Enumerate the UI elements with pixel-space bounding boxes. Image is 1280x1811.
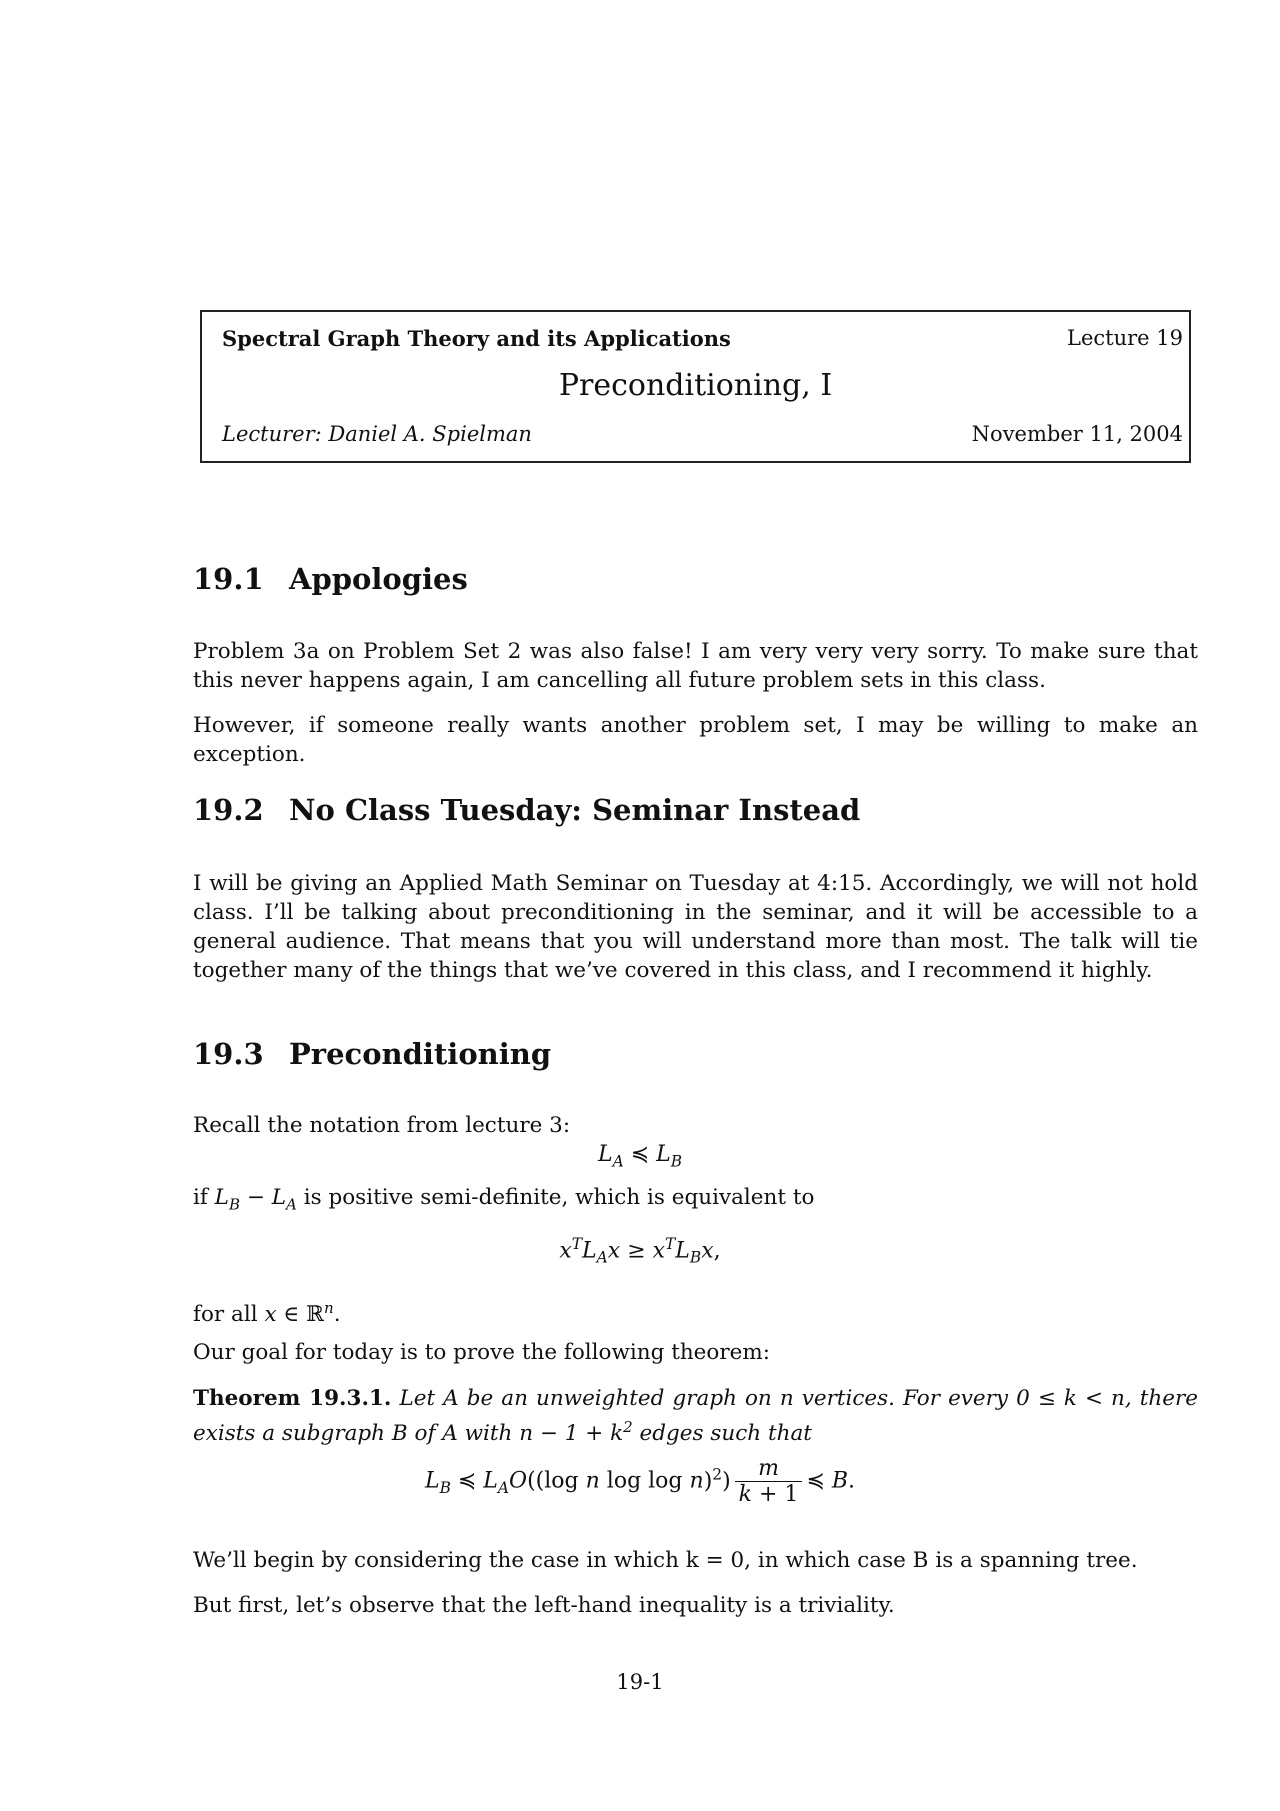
section-number: 19.1 xyxy=(193,562,264,596)
section-number: 19.3 xyxy=(193,1037,264,1071)
section-title: No Class Tuesday: Seminar Instead xyxy=(289,793,861,827)
section-title: Preconditioning xyxy=(289,1037,552,1071)
theorem-19-3-1: Theorem 19.3.1. Let A be an unweighted graph on n vertices. For every 0 ≤ k < n, there exists a subgraph B of A with $n - 1 + k^2$ edges such that xyxy=(193,1386,1198,1447)
paragraph: Recall the notation from lecture 3: xyxy=(193,1113,571,1138)
paragraph: I will be giving an Applied Math Seminar on Tuesday at 4:15. Accordingly, we will not hold class. I’ll be talking about preconditioning in the seminar, and it will be accessible to a general audience. That means that you will understand more than most. The talk will tie together many of the things that we’ve covered in this class, and I recommend it highly. xyxy=(193,871,1198,983)
section-heading-19-1 xyxy=(193,562,468,596)
equation-theorem: $L_B$ ≼ $L_AO((\log$ n log log n)$^2$) $\frac{m}{k + 1}$ ≼ B. xyxy=(424,1456,856,1507)
section-heading-19-2 xyxy=(193,793,860,827)
paragraph: if $L_B - L_A$ is positive semi-definite, which is equivalent to xyxy=(193,1185,815,1214)
paragraph: for all x ∈ ℝ$^n$. xyxy=(193,1299,341,1328)
paragraph: Problem 3a on Problem Set 2 was also false! I am very very very sorry. To make sure that this never happens again, I am cancelling all future problem sets in this class. xyxy=(193,639,1198,693)
lecture-number: Lecture 19 xyxy=(1067,326,1183,350)
equation-la-preceq-lb: $L_A$ ≼ $L_B$ xyxy=(597,1142,683,1171)
lecture-title: Preconditioning, I xyxy=(558,368,833,403)
lecturer: Lecturer: Daniel A. Spielman xyxy=(222,422,532,446)
paragraph: However, if someone really wants another problem set, I may be willing to make an exception. xyxy=(193,713,1198,767)
lecture-date: November 11, 2004 xyxy=(971,422,1183,446)
paragraph: We’ll begin by considering the case in which k = 0, in which case B is a spanning tree. xyxy=(193,1548,1138,1573)
course-title: Spectral Graph Theory and its Applications xyxy=(222,326,731,351)
section-heading-19-3 xyxy=(193,1037,551,1071)
lecture-header-box xyxy=(200,310,1191,463)
section-number: 19.2 xyxy=(193,793,264,827)
equation-quadratic-form: $x^TL_Ax \ge x^TL_Bx$, xyxy=(559,1235,721,1267)
psd-text: is positive semi-definite, which is equivalent to xyxy=(303,1185,815,1210)
theorem-text-end: edges such that xyxy=(632,1421,812,1447)
theorem-label: Theorem 19.3.1. xyxy=(193,1386,392,1411)
for-all-text: for all xyxy=(193,1302,258,1328)
paragraph: But first, let’s observe that the left-hand inequality is a triviality. xyxy=(193,1593,895,1618)
paragraph: Our goal for today is to prove the following theorem: xyxy=(193,1340,770,1365)
theorem-text: Let A be an unweighted graph on n vertices. For every 0 ≤ k < n, there exists a subgraph B of A with n − 1 + k xyxy=(193,1386,1198,1447)
page-number: 19-1 xyxy=(616,1670,664,1694)
section-title: Appologies xyxy=(289,562,468,596)
